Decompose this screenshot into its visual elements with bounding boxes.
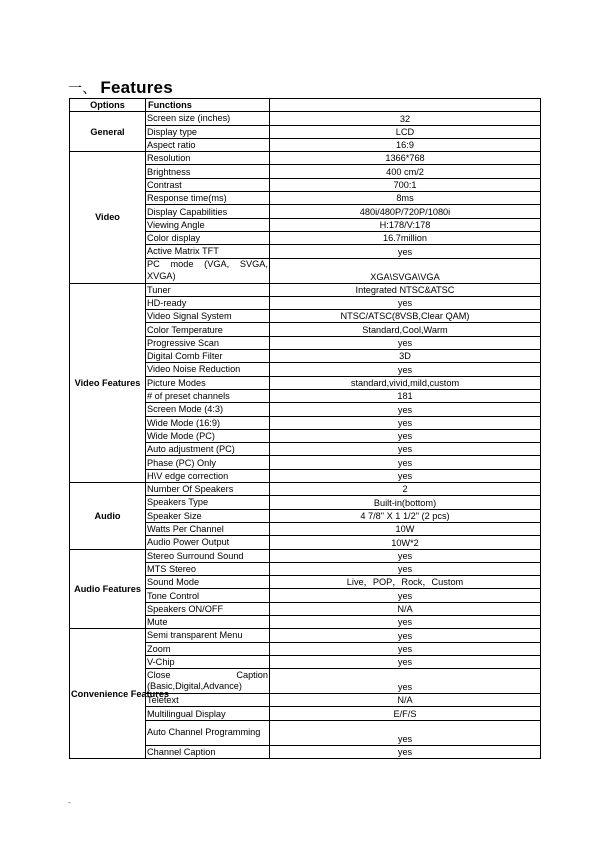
function-cell: Speakers Type — [146, 496, 270, 509]
function-cell: Video Signal System — [146, 310, 270, 323]
value-cell: 480i/480P/720P/1080i — [270, 205, 541, 218]
value-cell: 8ms — [270, 192, 541, 205]
footer-mark: - — [68, 798, 71, 807]
function-cell: Contrast — [146, 178, 270, 191]
value-cell: yes — [270, 745, 541, 758]
value-cell: N/A — [270, 602, 541, 615]
function-cell: Stereo Surround Sound — [146, 549, 270, 562]
value-cell: 10W*2 — [270, 536, 541, 549]
value-cell: yes — [270, 642, 541, 655]
features-table — [69, 98, 541, 759]
value-cell: 700:1 — [270, 178, 541, 191]
function-cell: Active Matrix TFT — [146, 245, 270, 258]
table-row — [70, 629, 541, 642]
table-row — [70, 483, 541, 496]
function-cell: Close Caption (Basic,Digital,Advance) — [146, 669, 270, 694]
features-table-body — [70, 112, 541, 759]
value-cell: 16.7million — [270, 231, 541, 244]
function-cell: Mute — [146, 615, 270, 628]
function-cell: Color Temperature — [146, 323, 270, 336]
value-cell: yes — [270, 296, 541, 309]
value-cell: 2 — [270, 483, 541, 496]
function-cell: Screen size (inches) — [146, 112, 270, 125]
function-cell: Display Capabilities — [146, 205, 270, 218]
function-cell: Sound Mode — [146, 576, 270, 589]
function-cell: Aspect ratio — [146, 138, 270, 151]
title-prefix: 一、 — [68, 81, 97, 97]
header-values — [270, 99, 541, 112]
function-cell: Auto Channel Programming — [146, 720, 270, 745]
function-cell: H\V edge correction — [146, 469, 270, 482]
value-cell: H:178/V:178 — [270, 218, 541, 231]
function-cell: Color display — [146, 231, 270, 244]
function-cell: Audio Power Output — [146, 536, 270, 549]
value-cell: yes — [270, 363, 541, 376]
value-cell: 32 — [270, 112, 541, 125]
category-cell: Convenience Features — [70, 629, 146, 759]
value-cell: yes — [270, 469, 541, 482]
table-row — [70, 152, 541, 165]
value-cell: yes — [270, 549, 541, 562]
value-cell: 181 — [270, 389, 541, 402]
value-cell: Standard,Cool,Warm — [270, 323, 541, 336]
function-cell: # of preset channels — [146, 389, 270, 402]
page-title — [68, 78, 173, 98]
function-cell: Semi transparent Menu — [146, 629, 270, 642]
function-cell: Response time(ms) — [146, 192, 270, 205]
function-cell: Brightness — [146, 165, 270, 178]
function-cell: Watts Per Channel — [146, 522, 270, 535]
function-cell: Auto adjustment (PC) — [146, 443, 270, 456]
function-cell: Multilingual Display — [146, 707, 270, 720]
value-cell: yes — [270, 443, 541, 456]
value-cell: yes — [270, 655, 541, 668]
value-cell: LCD — [270, 125, 541, 138]
value-cell: yes — [270, 669, 541, 694]
value-cell: 10W — [270, 522, 541, 535]
function-cell: Tone Control — [146, 589, 270, 602]
value-cell: 1366*768 — [270, 152, 541, 165]
value-cell: yes — [270, 589, 541, 602]
value-cell: yes — [270, 720, 541, 745]
function-cell: Video Noise Reduction — [146, 363, 270, 376]
function-cell: Viewing Angle — [146, 218, 270, 231]
function-cell: Screen Mode (4:3) — [146, 403, 270, 416]
value-cell: yes — [270, 403, 541, 416]
table-header-row — [70, 99, 541, 112]
function-cell: Progressive Scan — [146, 336, 270, 349]
function-cell: Picture Modes — [146, 376, 270, 389]
function-cell: Teletext — [146, 694, 270, 707]
value-cell: 3D — [270, 350, 541, 363]
category-cell: Audio Features — [70, 549, 146, 629]
table-row — [70, 283, 541, 296]
function-cell: Wide Mode (16:9) — [146, 416, 270, 429]
function-cell: HD-ready — [146, 296, 270, 309]
value-cell: yes — [270, 615, 541, 628]
function-cell: Number Of Speakers — [146, 483, 270, 496]
value-cell: Integrated NTSC&ATSC — [270, 283, 541, 296]
header-options: Options — [70, 99, 146, 112]
function-cell: Resolution — [146, 152, 270, 165]
function-cell: Wide Mode (PC) — [146, 429, 270, 442]
value-cell: yes — [270, 562, 541, 575]
value-cell: Built-in(bottom) — [270, 496, 541, 509]
function-cell: Display type — [146, 125, 270, 138]
category-cell: Video — [70, 152, 146, 283]
table-row — [70, 549, 541, 562]
function-cell: MTS Stereo — [146, 562, 270, 575]
category-cell: Audio — [70, 483, 146, 549]
category-cell: Video Features — [70, 283, 146, 482]
table-row — [70, 112, 541, 125]
value-cell: E/F/S — [270, 707, 541, 720]
value-cell: yes — [270, 429, 541, 442]
function-cell: V-Chip — [146, 655, 270, 668]
header-functions: Functions — [146, 99, 270, 112]
function-cell: PC mode (VGA, SVGA, XVGA) — [146, 258, 270, 283]
function-cell: Digital Comb Filter — [146, 350, 270, 363]
value-cell: Live，POP，Rock，Custom — [270, 576, 541, 589]
value-cell: yes — [270, 245, 541, 258]
value-cell: standard,vivid,mild,custom — [270, 376, 541, 389]
value-cell: 400 cm/2 — [270, 165, 541, 178]
category-cell: General — [70, 112, 146, 152]
value-cell: yes — [270, 336, 541, 349]
value-cell: yes — [270, 629, 541, 642]
value-cell: NTSC/ATSC(8VSB,Clear QAM) — [270, 310, 541, 323]
value-cell: XGA\SVGA\VGA — [270, 258, 541, 283]
function-cell: Channel Caption — [146, 745, 270, 758]
function-cell: Phase (PC) Only — [146, 456, 270, 469]
function-cell: Tuner — [146, 283, 270, 296]
value-cell: yes — [270, 416, 541, 429]
function-cell: Speakers ON/OFF — [146, 602, 270, 615]
value-cell: 4 7/8" X 1 1/2" (2 pcs) — [270, 509, 541, 522]
function-cell: Zoom — [146, 642, 270, 655]
value-cell: N/A — [270, 694, 541, 707]
value-cell: yes — [270, 456, 541, 469]
function-cell: Speaker Size — [146, 509, 270, 522]
value-cell: 16:9 — [270, 138, 541, 151]
title-text: Features — [100, 78, 173, 97]
